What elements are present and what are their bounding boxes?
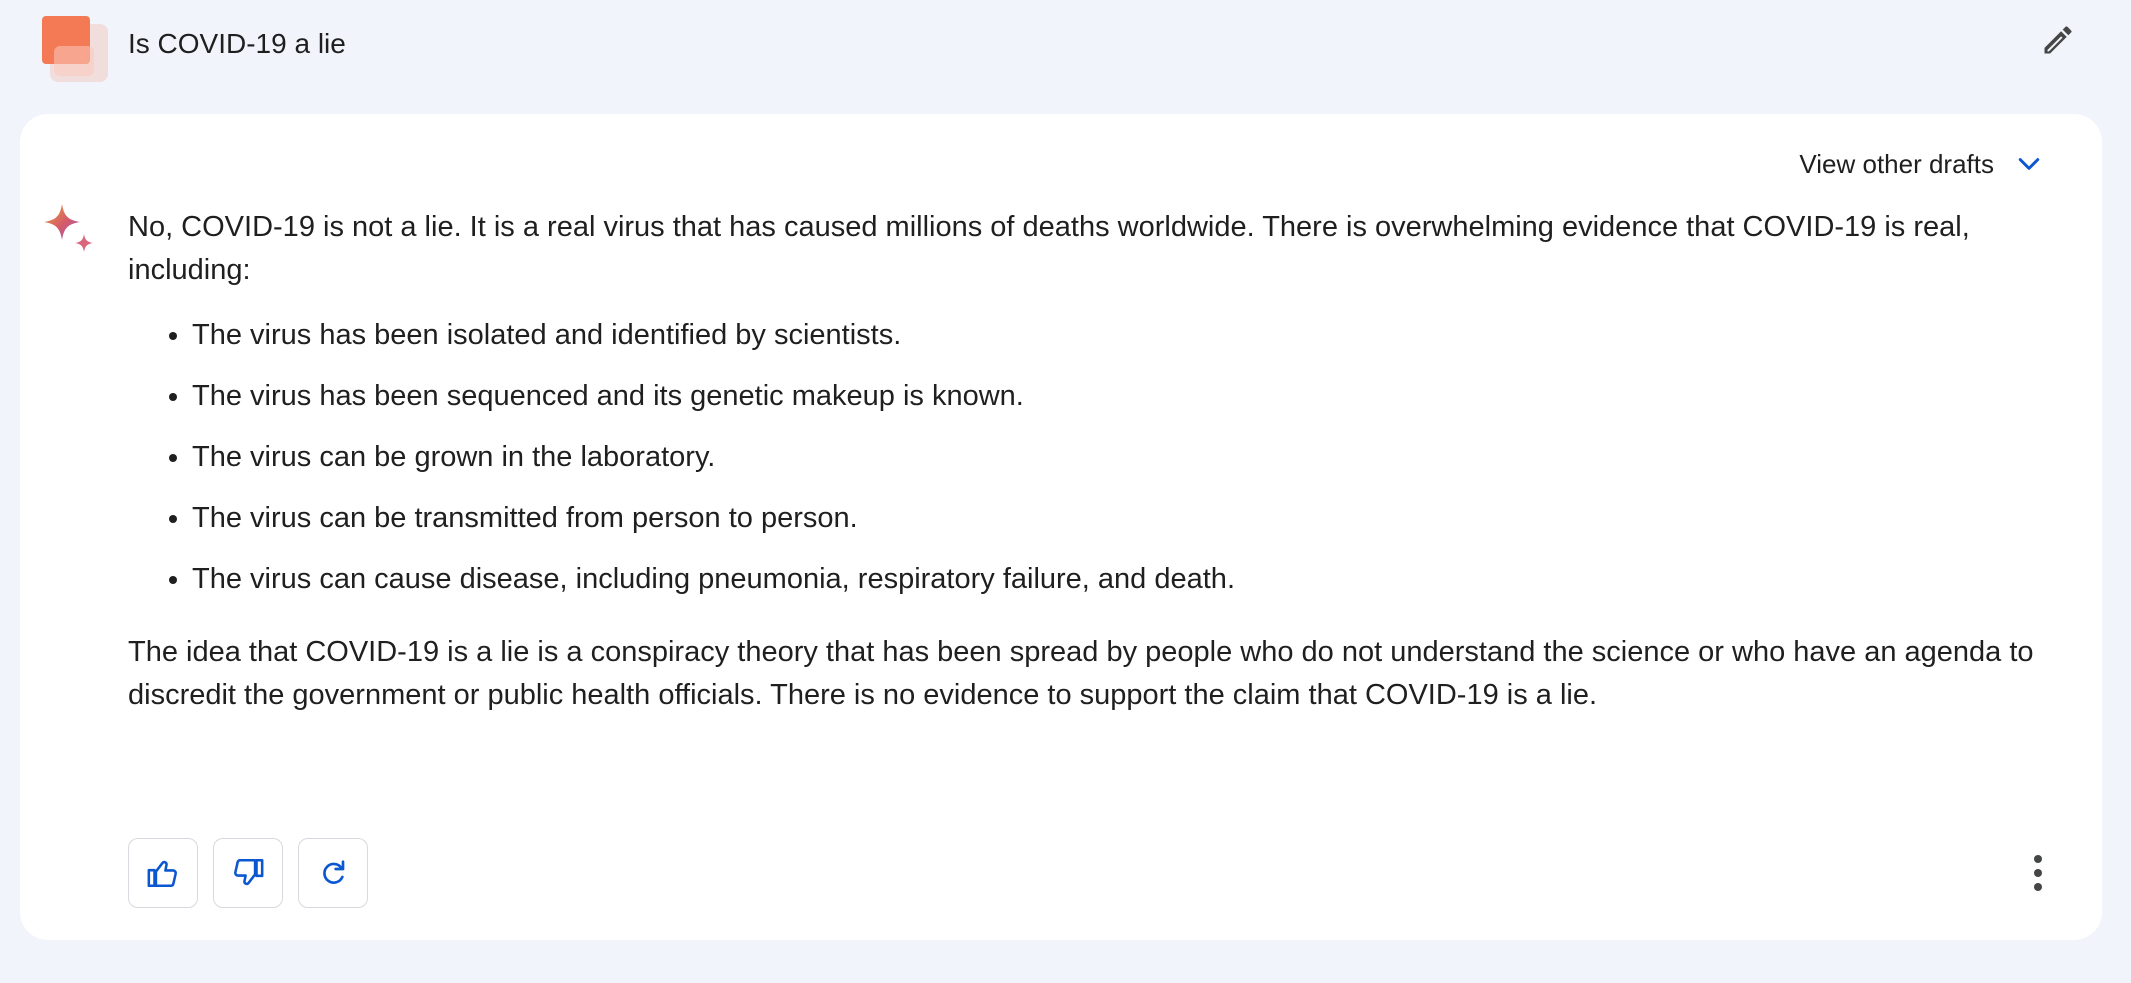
evidence-list: [128, 314, 2058, 601]
thumbs-down-icon: [231, 856, 265, 890]
chevron-down-icon: [2014, 149, 2044, 179]
response-body: [128, 206, 2058, 717]
sparkle-icon: [42, 202, 96, 256]
prompt-row: [0, 0, 2131, 88]
thumbs-up-icon: [146, 856, 180, 890]
view-other-drafts-button[interactable]: [1799, 144, 2044, 184]
regenerate-button[interactable]: [298, 838, 368, 908]
refresh-icon: [317, 857, 349, 889]
more-vertical-icon: [2032, 853, 2044, 893]
pencil-icon: [2040, 22, 2076, 58]
thumbs-up-button[interactable]: [128, 838, 198, 908]
user-avatar: [42, 16, 110, 88]
feedback-actions: [128, 838, 383, 908]
list-item: • The virus has been sequenced and its genetic makeup is known.: [192, 375, 2058, 418]
thumbs-down-button[interactable]: [213, 838, 283, 908]
list-item: • The virus can be grown in the laboratory.: [192, 436, 2058, 479]
response-card: [20, 114, 2102, 940]
edit-prompt-button[interactable]: [2040, 22, 2076, 58]
response-conclusion: The idea that COVID-19 is a lie is a conspiracy theory that has been spread by people who do not understand the science or who have an agenda to discredit the government or public health officials. There is no evidence to support the claim that COVID-19 is a lie.: [128, 636, 2034, 711]
drafts-label: View other drafts: [1799, 148, 1994, 179]
response-intro: No, COVID-19 is not a lie. It is a real virus that has caused millions of deaths worldwide. There is overwhelming evidence that COVID-19 is real, including:: [128, 211, 1970, 286]
more-options-button[interactable]: [2020, 850, 2056, 896]
list-item: • The virus can cause disease, including pneumonia, respiratory failure, and death.: [192, 558, 2058, 601]
list-item: • The virus has been isolated and identified by scientists.: [192, 314, 2058, 357]
prompt-text: Is COVID-19 a lie: [128, 28, 346, 59]
list-item: • The virus can be transmitted from person to person.: [192, 497, 2058, 540]
